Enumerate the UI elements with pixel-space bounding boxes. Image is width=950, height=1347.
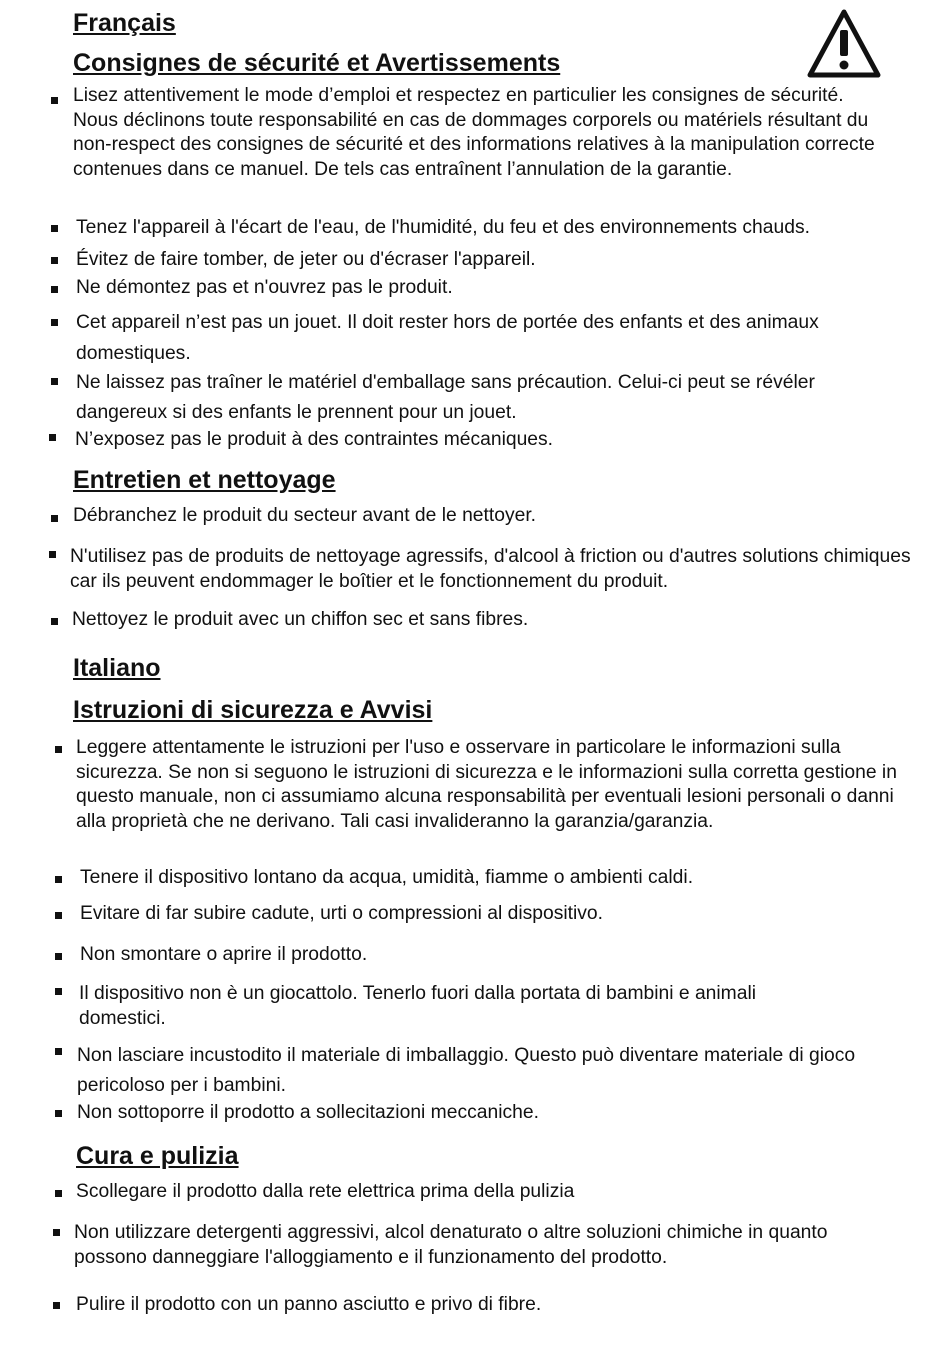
list-item-text: N'utilisez pas de produits de nettoyage agressifs, d'alcool à friction ou d'autres solutions chimiques car ils peuvent endommager le boîtier et le fonctionnement du produit. [70,546,911,592]
list-item-text: Non lasciare incustodito il materiale di imballaggio. Questo può diventare materiale di gioco pericoloso per i bambini. [77,1045,856,1096]
list-item-text: Ne laissez pas traîner le matériel d'emballage sans précaution. Celui-ci peut se révéler dangereux si des enfants le prennent pour un jouet. [76,372,815,423]
list-item-text: Evitare di far subire cadute, urti o compressioni al dispositivo. [80,903,603,924]
bullet [51,378,58,385]
list-item-text: Débranchez le produit du secteur avant de le nettoyer. [73,505,537,526]
list-item-text: Tenere il dispositivo lontano da acqua, umidità, fiamme o ambienti caldi. [80,867,694,888]
bullet [55,988,62,995]
bullet [49,551,56,558]
list-item-text: Scollegare il prodotto dalla rete elettrica prima della pulizia [76,1181,575,1202]
list-item-text: Pulire il prodotto con un panno asciutto e privo di fibre. [76,1294,542,1315]
it-safety-heading: Istruzioni di sicurezza e Avvisi [73,696,433,724]
warning-triangle-icon [806,8,882,80]
bullet [51,515,58,522]
bullet [51,225,58,232]
list-item-text: Non utilizzare detergenti aggressivi, alcol denaturato o altre soluzioni chimiche in quanto possono danneggiare l'alloggiamento e il funzionamento del prodotto. [74,1222,828,1268]
list-item-text: Évitez de faire tomber, de jeter ou d'écraser l'appareil. [76,249,536,270]
bullet [55,746,62,753]
it-care-heading: Cura e pulizia [76,1142,239,1170]
section-title-francais: Français [73,9,176,37]
bullet [55,1110,62,1117]
bullet [53,1229,60,1236]
list-item-text: N’exposez pas le produit à des contraintes mécaniques. [75,429,554,450]
list-item-text: Il dispositivo non è un giocattolo. Tenerlo fuori dalla portata di bambini e animali domestici. [79,983,757,1029]
list-item-text: Non sottoporre il prodotto a sollecitazioni meccaniche. [77,1102,539,1123]
bullet [51,319,58,326]
bullet [55,1048,62,1055]
list-item-text: Non smontare o aprire il prodotto. [80,944,368,965]
list-item-text: Cet appareil n’est pas un jouet. Il doit rester hors de portée des enfants et des animaux domestiques. [76,312,819,364]
bullet [55,876,62,883]
list-item-text: Leggere attentamente le istruzioni per l'uso e osservare in particolare le informazioni sulla sicurezza. Se non si seguono le istruzioni di sicurezza e le informazioni sulla corretta gestione in questo manuale, non ci assumiamo alcuna responsabilità per eventuali lesioni personali o danni alla proprietà che ne derivano. Tali casi invalideranno la garanzia/garanzia. [76,737,897,832]
list-item-text: Ne démontez pas et n'ouvrez pas le produit. [76,277,453,298]
bullet [53,1302,60,1309]
fr-safety-heading: Consignes de sécurité et Avertissements [73,49,561,77]
bullet [51,618,58,625]
fr-care-heading: Entretien et nettoyage [73,466,336,494]
bullet [51,286,58,293]
bullet [49,434,56,441]
list-item-text: Lisez attentivement le mode d’emploi et respectez en particulier les consignes de sécurité. Nous déclinons toute responsabilité en cas de dommages corporels ou matériels résultant du non-respect des consignes de sécurité et des informations relatives à la manipulation correcte contenues dans ce manuel. De tels cas entraînent l’annulation de la garantie. [73,85,875,180]
bullet [55,953,62,960]
list-item-text: Tenez l'appareil à l'écart de l'eau, de l'humidité, du feu et des environnements chauds. [76,217,810,238]
bullet [51,97,58,104]
bullet [51,257,58,264]
bullet [55,1190,62,1197]
section-title-italiano: Italiano [73,654,161,682]
list-item-text: Nettoyez le produit avec un chiffon sec et sans fibres. [72,609,529,630]
bullet [55,912,62,919]
